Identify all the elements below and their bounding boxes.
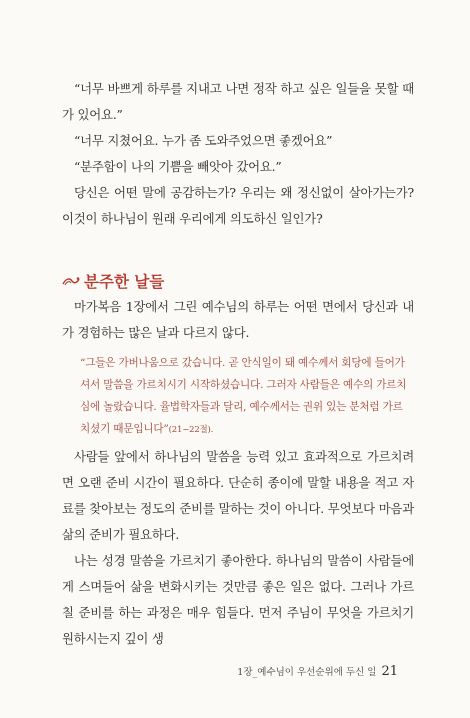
scripture-quote-text: “그들은 가버나움으로 갔습니다. 곧 안식일이 돼 예수께서 회당에 들어가셔서 말씀을 가르치시기 시작하셨습니다. 그러자 사람들은 예수의 가르치심에 놀랐습니다. 율법학자들과 달리, 예수께서는 권위 있는 분처럼 가르치셨기 때문입니다”: [80, 357, 407, 435]
page-footer: [237, 664, 398, 679]
scripture-reference: (21~22절).: [168, 425, 214, 435]
body-paragraph-2: 나는 성경 말씀을 가르치기 좋아한다. 하나님의 말씀이 사람들에게 스며들어 삶을 변화시키는 것만큼 좋은 일은 없다. 그러나 가르칠 준비를 하는 과정은 매우 힘들다. 먼저 주님이 무엇을 가르치기 원하시는지 깊이 생: [62, 553, 414, 646]
quote-line-2: “너무 지쳤어요. 누가 좀 도와주었으면 좋겠어요”: [74, 133, 333, 148]
quote-line-3: “분주함이 나의 기쁨을 빼앗아 갔어요.”: [74, 159, 282, 174]
quote-line-1: “너무 바쁘게 하루를 지내고 나면 정작 하고 싶은 일들을 못할 때가 있어요.”: [62, 81, 414, 122]
lead-paragraph-block: [62, 294, 414, 346]
running-title: 1장_예수님이 우선순위에 두신 일: [237, 667, 377, 678]
page-number: 21: [381, 664, 398, 679]
intro-block: [62, 76, 414, 232]
scripture-quote: [80, 352, 410, 441]
section-heading: [62, 268, 164, 294]
lead-paragraph: 마가복음 1장에서 그린 예수님의 하루는 어떤 면에서 당신과 내가 경험하는 많은 날과 다르지 않다.: [62, 299, 414, 340]
ornament-icon: [62, 275, 80, 287]
body-block: [62, 444, 414, 652]
section-heading-text: 분주한 날들: [84, 272, 165, 291]
body-paragraph-1: 사람들 앞에서 하나님의 말씀을 능력 있고 효과적으로 가르치려면 오랜 준비 시간이 필요하다. 단순히 종이에 말할 내용을 적고 자료를 찾아보는 정도의 준비를 말하는 것이 아니다. 무엇보다 마음과 삶의 준비가 필요하다.: [62, 449, 414, 542]
intro-question: 당신은 어떤 말에 공감하는가? 우리는 왜 정신없이 살아가는가? 이것이 하나님이 원래 우리에게 의도하신 일인가?: [62, 185, 414, 226]
